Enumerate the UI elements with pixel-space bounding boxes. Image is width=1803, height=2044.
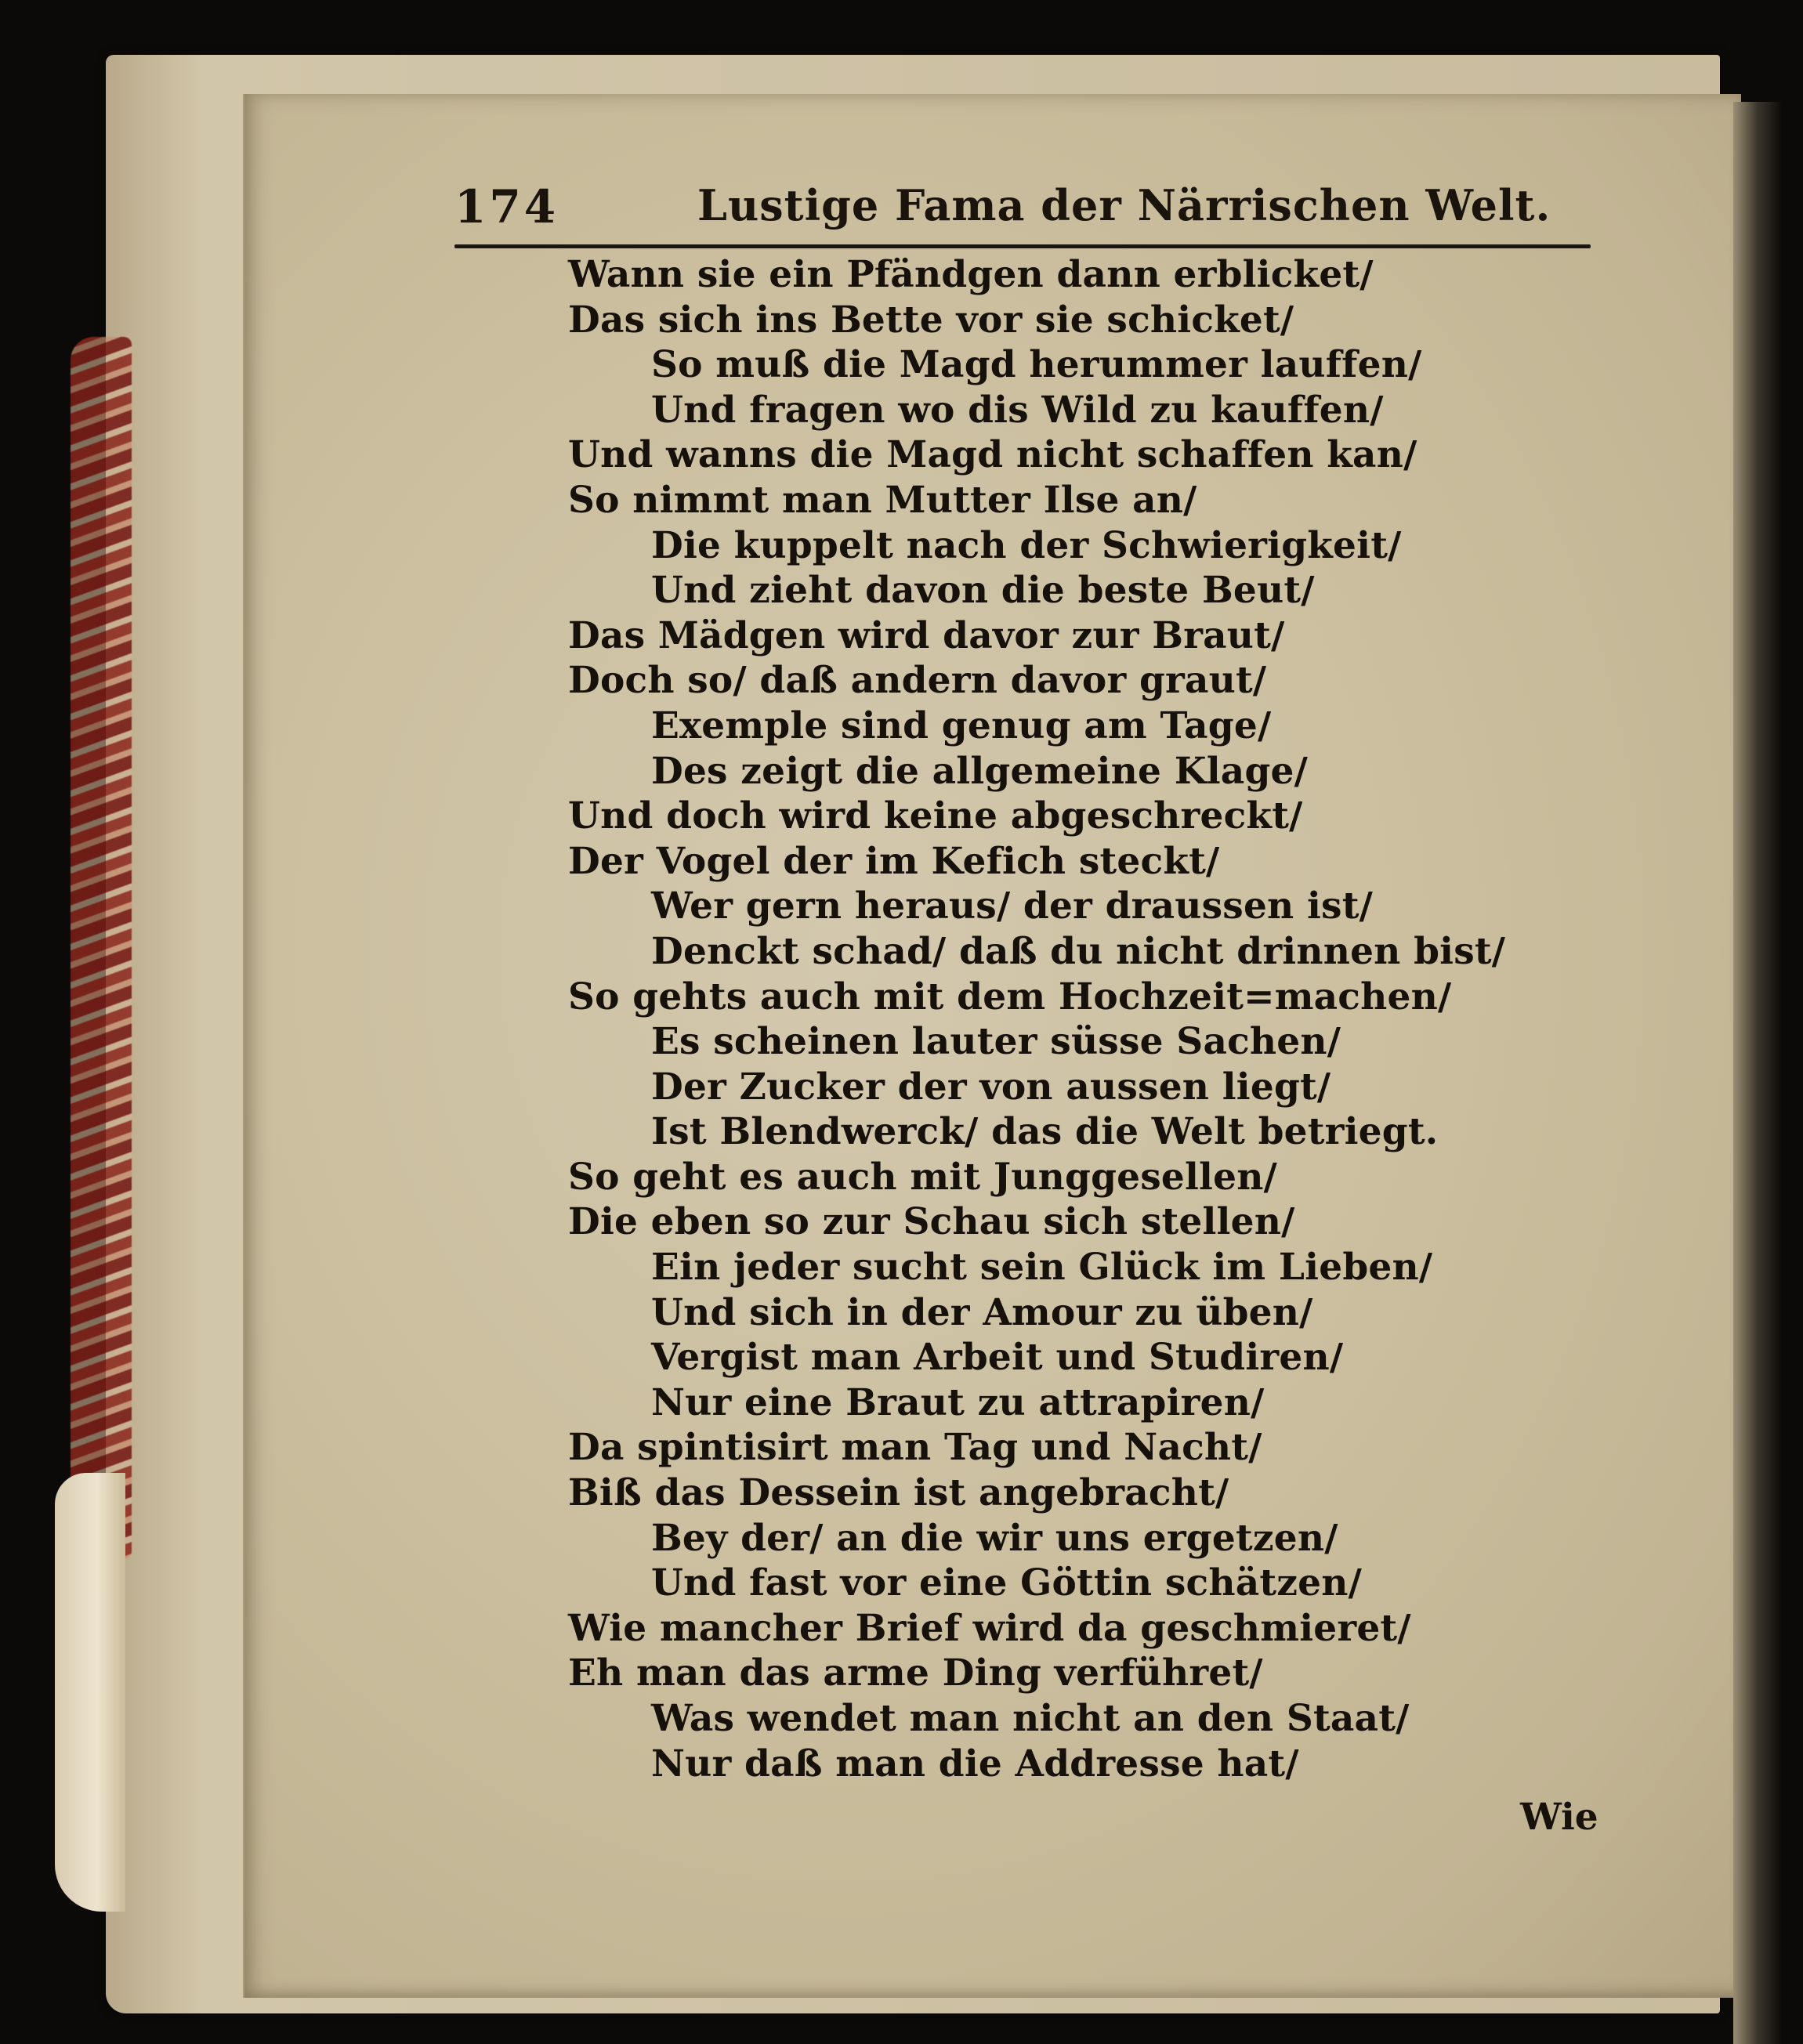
- poem-line: So muß die Magd herummer lauffen/: [651, 343, 1422, 387]
- poem-line: Es scheinen lauter süsse Sachen/: [651, 1020, 1341, 1064]
- poem-line: Und sich in der Amour zu üben/: [651, 1290, 1313, 1334]
- poem-line: Wer gern heraus/ der draussen ist/: [651, 885, 1373, 928]
- poem-line: Und zieht davon die beste Beut/: [651, 569, 1315, 613]
- running-title: Lustige Fama der Närrischen Welt.: [697, 180, 1551, 230]
- poem-line: Da spintisirt man Tag und Nacht/: [568, 1426, 1262, 1470]
- poem-line: Das sich ins Bette vor sie schicket/: [568, 298, 1294, 342]
- poem-line: Die eben so zur Schau sich stellen/: [568, 1200, 1295, 1244]
- poem-line: Das Mädgen wird davor zur Braut/: [568, 613, 1285, 657]
- poem-line: Doch so/ daß andern davor graut/: [568, 659, 1267, 703]
- poem-line: Eh man das arme Ding verführet/: [568, 1651, 1263, 1695]
- poem-line: Des zeigt die allgemeine Klage/: [651, 749, 1308, 793]
- marbled-page-edge: [71, 337, 132, 1559]
- poem-line: Nur eine Braut zu attrapiren/: [651, 1380, 1265, 1424]
- poem-line: Vergist man Arbeit und Studiren/: [651, 1336, 1344, 1380]
- page-header: [454, 180, 1591, 243]
- poem-line: Und fast vor eine Göttin schätzen/: [651, 1561, 1363, 1605]
- poem-line: So geht es auch mit Junggesellen/: [568, 1155, 1277, 1199]
- poem-line: Die kuppelt nach der Schwierigkeit/: [651, 523, 1402, 567]
- poem-line: Wie mancher Brief wird da geschmieret/: [568, 1606, 1411, 1650]
- poem-line: Ist Blendwerck/ das die Welt betriegt.: [651, 1110, 1439, 1154]
- poem-line: Ein jeder sucht sein Glück im Lieben/: [651, 1246, 1433, 1290]
- page-number: 174: [454, 180, 559, 233]
- poem-line: Der Vogel der im Kefich steckt/: [568, 839, 1220, 883]
- poem-line: So gehts auch mit dem Hochzeit=machen/: [568, 975, 1452, 1018]
- poem-line: Und wanns die Magd nicht schaffen kan/: [568, 433, 1417, 477]
- poem-text: [568, 252, 1506, 1786]
- poem-line: Denckt schad/ daß du nicht drinnen bist/: [651, 929, 1506, 973]
- poem-line: Wann sie ein Pfändgen dann erblicket/: [568, 253, 1374, 296]
- binding-corner: [55, 1473, 125, 1912]
- poem-line: Und fragen wo dis Wild zu kauffen/: [651, 388, 1384, 432]
- poem-line: Der Zucker der von aussen liegt/: [651, 1065, 1331, 1109]
- header-rule: [454, 244, 1591, 248]
- poem-line: Was wendet man nicht an den Staat/: [651, 1697, 1410, 1740]
- right-page-edge: [1733, 102, 1803, 2044]
- poem-line: Biß das Dessein ist angebracht/: [568, 1471, 1229, 1515]
- poem-line: Bey der/ an die wir uns ergetzen/: [651, 1516, 1338, 1560]
- poem-line: So nimmt man Mutter Ilse an/: [568, 478, 1197, 522]
- poem-line: Nur daß man die Addresse hat/: [651, 1742, 1299, 1785]
- catchword: Wie: [1520, 1796, 1598, 1839]
- poem-line: Exemple sind genug am Tage/: [651, 704, 1272, 747]
- poem-line: Und doch wird keine abgeschreckt/: [568, 794, 1303, 838]
